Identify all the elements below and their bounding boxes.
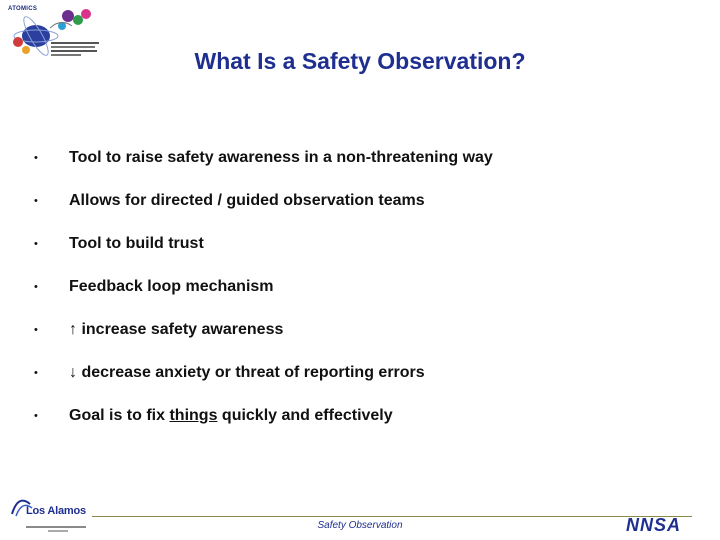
bullet-marker: •: [34, 367, 38, 379]
bullet-text-after: quickly and effectively: [217, 407, 393, 424]
los-alamos-wordmark: Los Alamos: [26, 505, 86, 517]
bullet-text: Tool to raise safety awareness in a non-threatening way: [69, 149, 493, 166]
logo-wordmark: ATOMICS: [8, 6, 38, 12]
bullet-marker: •: [34, 195, 38, 207]
bullet-text: ↑ increase safety awareness: [69, 321, 284, 338]
bullet-marker: •: [34, 152, 38, 164]
bullet-text-underlined: things: [169, 407, 218, 424]
bullet-marker: •: [34, 281, 38, 293]
bullet-text: [69, 398, 393, 434]
bullet-text: Allows for directed / guided observation teams: [69, 192, 425, 209]
bullet-marker: •: [34, 238, 38, 250]
list-item: [34, 183, 684, 226]
list-item: [34, 226, 684, 269]
list-item: [34, 140, 684, 183]
bullet-text: Tool to build trust: [69, 235, 204, 252]
list-item: [34, 398, 684, 441]
list-item: [34, 355, 684, 398]
bullet-marker: •: [34, 410, 38, 422]
list-item: [34, 269, 684, 312]
footer-caption: Safety Observation: [317, 520, 403, 531]
footer-divider: [92, 516, 692, 517]
bullet-text: ↓ decrease anxiety or threat of reporting errors: [69, 364, 425, 381]
bullet-text: Feedback loop mechanism: [69, 278, 274, 295]
bullet-text-before: Goal is to fix: [69, 407, 170, 424]
slide-title: What Is a Safety Observation?: [194, 48, 526, 74]
list-item: [34, 312, 684, 355]
bullet-list: [34, 140, 684, 441]
nnsa-logo: NNSA: [626, 515, 682, 535]
bullet-marker: •: [34, 324, 38, 336]
